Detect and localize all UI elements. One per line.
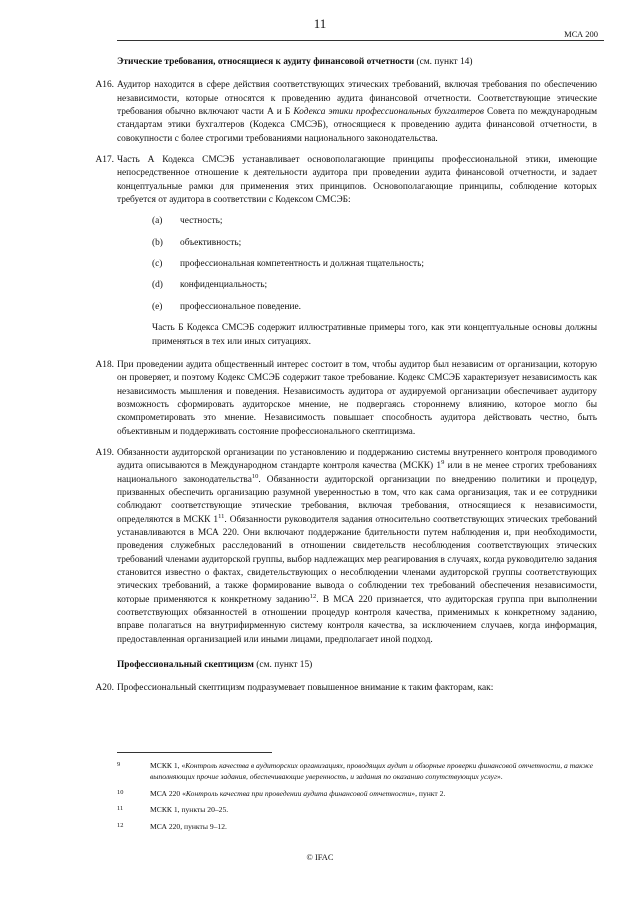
section-heading-ethics <box>117 56 597 69</box>
footnote-text: МСА 220 « <box>150 788 186 798</box>
footnote <box>117 788 597 799</box>
main-content <box>95 56 598 704</box>
paragraph-text: Совета по международным стандартам этики бухгалтеров (Кодекса СМСЭБ), относящиеся к проведению аудита финансовой отчетности, в совокупности с более строгими требованиями национального законодательства. <box>117 107 598 144</box>
footnote-ref[interactable]: 9 <box>441 459 445 467</box>
footnotes <box>117 760 597 837</box>
list-letter: (a) <box>152 216 163 227</box>
footnote-number: 9 <box>117 761 121 768</box>
list-text: профессиональная компетентность и должная тщательность; <box>180 259 425 270</box>
paragraph-a17 <box>95 154 597 207</box>
paragraph-number: A16. <box>95 80 114 91</box>
section-title: Этические требования, относящиеся к аудиту финансовой отчетности <box>117 57 415 67</box>
principles-list <box>152 215 597 314</box>
section-ref: (см. пункт 14) <box>416 57 473 67</box>
footnote-number: 10 <box>117 788 124 796</box>
paragraph-number: A18. <box>95 359 114 370</box>
paragraph-text: Профессиональный скептицизм подразумевает повышенное внимание к таким факторам, как: <box>117 683 494 694</box>
header-divider <box>117 40 604 41</box>
footnote-ref[interactable]: 10 <box>251 472 259 480</box>
footnote-text: МСКК 1, пункты 20–25. <box>150 805 229 815</box>
section-heading-skepticism <box>117 659 597 672</box>
paragraph-a18 <box>95 359 597 439</box>
list-item <box>152 279 597 292</box>
paragraph-text: или в не менее строгих требованиях национального законодательства <box>117 461 597 485</box>
list-letter: (d) <box>152 280 163 291</box>
page-number: 11 <box>313 16 327 31</box>
list-item <box>152 237 597 250</box>
paragraph-number: A20. <box>95 683 114 694</box>
paragraph-text: Обязанности аудиторской организации по установлению и поддержанию системы внутреннего контроля проводимого аудита описываются в Международном стандарте контроля качества (МСКК) 1 <box>117 447 597 472</box>
footnote-divider <box>117 752 272 753</box>
list-text: честность; <box>180 216 223 227</box>
list-text: объективность; <box>180 237 242 248</box>
footnote-italic: Контроль качества в аудиторских организациях, проводящих аудит и обзорные проверки финансовой отчетности, а также выполняющих прочие задания, обеспечивающие уверенность, и задания по оказанию сопутствующих услуг <box>150 761 593 782</box>
footnote-ref[interactable]: 11 <box>218 512 225 520</box>
footer-copyright: © IFAC <box>306 853 334 862</box>
section-title: Профессиональный скептицизм <box>117 660 254 671</box>
paragraph-text: Часть А Кодекса СМСЭБ устанавливает основополагающие принципы профессиональной этики, имеющие непосредственное отношение к деятельности аудитора при проведении аудита финансовой отчетности, и задает концептуальные рамки для применения этих принципов. Основополагающие принципы, соблюдение которых требуется от аудитора в соответствии с Кодексом СМСЭБ: <box>117 155 597 206</box>
paragraph-number: A17. <box>95 155 114 166</box>
paragraph-number: A19. <box>95 447 114 458</box>
footnote <box>117 760 597 783</box>
paragraph-a16 <box>95 79 598 146</box>
list-item <box>152 258 597 271</box>
list-text: профессиональное поведение. <box>180 301 302 312</box>
footnote-number: 12 <box>117 821 124 829</box>
footnote-italic: Контроль качества при проведении аудита финансовой отчетности <box>185 788 412 798</box>
list-item <box>152 301 597 314</box>
paragraph-text: При проведении аудита общественный интерес состоит в том, чтобы аудитор был независим от организации, которую он проверяет, и поэтому Кодекс СМСЭБ содержит такое требование. Кодекс СМСЭБ характеризует независимость как независимость мышления и поведения. Независимость аудитора от аудируемой организации обеспечивает аудитору возможность сформировать аудиторское мнение, не подвергаясь стороннему влиянию, которое могло бы скомпрометировать это мнение. Независимость повышает способность аудитора действовать честно, быть объективным и поддерживать состояние профессионального скептицизма. <box>117 359 597 437</box>
list-letter: (e) <box>152 301 163 312</box>
list-letter: (c) <box>152 259 163 270</box>
footnote-number: 11 <box>117 805 124 813</box>
footnote <box>117 821 597 832</box>
paragraph-a17-continued: Часть Б Кодекса СМСЭБ содержит иллюстративные примеры того, как эти концептуальные основы должны применяться в тех или иных ситуациях. <box>152 323 597 347</box>
footnote-text: МСА 220, пункты 9–12. <box>150 821 227 831</box>
paragraph-text: Аудитор находится в сфере действия соответствующих этических требований, включая требования по обеспечению независимости, которые относятся к проведению аудита финансовой отчетности. Соответствующие этические требования обычно включают части А и Б <box>117 80 597 118</box>
paragraph-text: . В МСА 220 признается, что аудиторская группа при выполнении соответствующих обязанностей в отношении процедур контроля качества, применимых к конкретному заданию, вправе полагаться на внутрифирменную систему контроля качества, за исключением случаев, когда информация, предоставленная организацией или иными лицами, предполагает иной подход. <box>117 594 597 645</box>
paragraph-a20 <box>95 682 597 695</box>
list-text: конфиденциальность; <box>180 280 268 291</box>
footnote-text: », пункт 2. <box>411 788 446 798</box>
footnote-ref[interactable]: 12 <box>309 592 317 600</box>
paragraph-text: . Обязанности аудиторской организации по внедрению политики и процедур, призванных обеспечить организацию разумной уверенностью в том, что как сама организация, так и ее сотрудники соблюдают соответствующие этические требования, включая требования, относящиеся к независимости, определяются в МСКК 1 <box>117 474 597 525</box>
document-code: МСА 200 <box>564 29 598 39</box>
footnote-text: ». <box>496 772 503 782</box>
section-ref: (см. пункт 15) <box>256 660 313 671</box>
list-letter: (b) <box>152 237 163 248</box>
footnote <box>117 804 597 815</box>
paragraph-text: . Обязанности руководителя задания относительно соответствующих этических требований устанавливаются в МСА 220. Они включают поддержание бдительности путем наблюдения и, при необходимости, проведения служебных расследований в отношении свидетельств несоблюдения соответствующих этических требований членами аудиторской группы, выбор надлежащих мер реагирования в случаях, когда руководителю задания становится известно о фактах, свидетельствующих о несоблюдении членами аудиторской группы соответствующих этических требований, а также формирование вывода о соблюдении тех требований обеспечения независимости, которые применяются к конкретному заданию <box>117 514 597 605</box>
list-item <box>152 215 597 228</box>
paragraph-a19 <box>95 447 597 647</box>
footnote-text: МСКК 1, « <box>150 761 186 770</box>
code-title-italic: Кодекса этики профессиональных бухгалтеров <box>293 107 484 118</box>
